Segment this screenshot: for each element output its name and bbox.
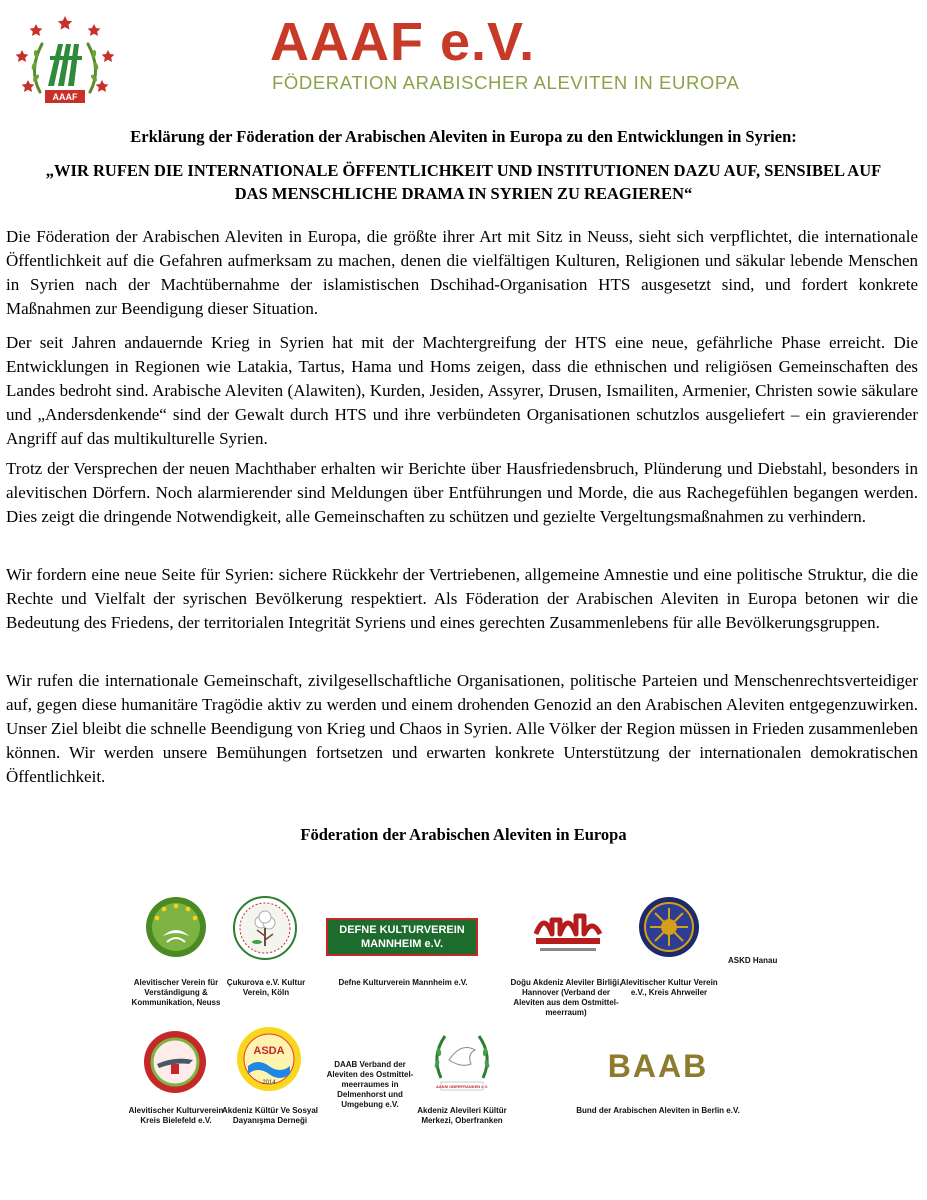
member-caption: ASKD Hanau	[728, 956, 778, 965]
baab-logo-text: BAAB	[607, 1048, 709, 1084]
banner-text: DEFNE KULTURVEREIN	[339, 924, 465, 936]
member-caption: Bund der Arabischen Aleviten in Berlin e.V.	[576, 1106, 740, 1115]
signature: Föderation der Arabischen Aleviten in Europa	[300, 825, 627, 844]
member-caption: Alevitischer Verein für Verständigung & Kommunikation, Neuss	[131, 978, 221, 1007]
brand-subtitle: FÖDERATION ARABISCHER ALEVITEN IN EUROPA	[272, 72, 740, 93]
red-sword-circle-logo	[143, 1030, 207, 1094]
sun-circle-logo	[638, 896, 700, 958]
member-caption: Alevitischer Kultur Verein e.V., Kreis Ahrweiler	[620, 978, 718, 997]
svg-text:AAAF: AAAF	[52, 92, 78, 102]
banner-text: MANNHEIM e.V.	[360, 938, 444, 950]
member-caption: Alevitischer Kulturverein Kreis Bielefeld e.V.	[128, 1106, 224, 1125]
paragraph: Wir fordern eine neue Seite für Syrien: sichere Rückkehr der Vertriebenen, allgemeine Amnestie und eine politische Struktur, die die Rechte und Vielfalt der syrischen Bevölkerung respektiert. Als Föderation der Arabischen Aleviten in Europa betonen wir die Bedeutung des Friedens, der territorialen Integrität Syriens und eines gerechten Zusammenlebens für alle Bevölkerungsgruppen.	[6, 565, 918, 632]
baab-logo	[598, 1048, 718, 1084]
svg-text:ASDA: ASDA	[253, 1045, 285, 1057]
member-caption: Akdeniz Kültür Ve Sosyal Dayanışma Derneği	[221, 1106, 319, 1125]
paragraph: Der seit Jahren andauernde Krieg in Syrien hat mit der Machtergreifung der HTS eine neue, gefährliche Phase erreicht. Die Entwicklungen in Regionen wie Latakia, Tartus, Hama und Homs zeigen, dass die ethnischen und religiösen Gemeinschaften des Landes bedroht sind. Arabische Aleviten (Alawiten), Kurden, Jesiden, Assyrer, Drusen, Ismailiten, Armenier, Christen sowie säkulare und „Andersdenkende“ sind der Gewalt durch HTS und ihre verbündeten Organisationen schutzlos ausgeliefert – ein gravierender Angriff auf das multikulturelle Syrien.	[6, 333, 918, 448]
document-heading: Erklärung der Föderation der Arabischen Aleviten in Europa zu den Entwicklungen in Syrien:	[130, 127, 797, 146]
member-caption: Defne Kulturverein Mannheim e.V.	[338, 978, 468, 987]
aaaf-seal-logo	[14, 14, 116, 110]
paragraph: Die Föderation der Arabischen Aleviten in Europa, die größte ihrer Art mit Sitz in Neuss, sieht sich verpflichtet, die internationale Öffentlichkeit auf die Gefahren aufmerksam zu machen, denen die vielfältigen Kulturen, Religionen und säkular lebende Menschen in Syrien nach der Machtübernahme der islamistischen Dschihad-Organisation HTS ausgesetzt sind, und fordert konkrete Maßnahmen zur Beendigung dieser Situation.	[6, 227, 918, 318]
brand-title: AAAF e.V.	[270, 12, 536, 72]
asda-circle-logo	[236, 1026, 302, 1092]
member-caption: Doğu Akdeniz Aleviler Birliği, Hannover (Verband der Aleviten aus dem Ostmittel-meerraum)	[510, 978, 622, 1017]
dove-wreath-logo	[427, 1024, 497, 1094]
paragraph: Trotz der Versprechen der neuen Machthaber erhalten wir Berichte über Hausfriedensbruch, Plünderung und Diebstahl, besonders in alevitischen Dörfern. Noch alarmierender sind Meldungen über Entführungen und Morde, die aus Rachegefühlen begangen werden. Dies zeigt die dringende Notwendigkeit, alle Gemeinschaften zu schützen und gezielte Vergeltungsmaßnahmen zu verhindern.	[6, 459, 918, 526]
member-caption: Akdeniz Alevileri Kültür Merkezi, Oberfranken	[417, 1106, 507, 1125]
defne-banner-logo	[326, 918, 478, 956]
red-calligraphy-logo	[530, 898, 606, 958]
cotton-plant-logo	[233, 896, 297, 960]
document-slogan: „WIR RUFEN DIE INTERNATIONALE ÖFFENTLICHKEIT UND INSTITUTIONEN DAZU AUF, SENSIBEL AUF DAS MENSCHLICHE DRAMA IN SYRIEN ZU REAGIEREN“	[45, 161, 882, 203]
green-star-circle-logo	[145, 896, 207, 958]
paragraph: Wir rufen die internationale Gemeinschaft, zivilgesellschaftliche Organisationen, politische Parteien und Menschenrechtsverteidiger auf, gegen diese humanitäre Tragödie aktiv zu werden und einem drohenden Genozid an den Arabischen Aleviten entgegenzuwirken. Unser Ziel bleibt die schnelle Beendigung von Krieg und Chaos in Syrien. Alle Völker der Region müssen in Frieden zusammenleben können. Wir werden unsere Bemühungen fortsetzen und erwarten konkrete Unterstützung der internationalen demokratischen Öffentlichkeit.	[6, 671, 918, 786]
member-caption: Çukurova e.V. Kultur Verein, Köln	[226, 978, 306, 997]
svg-text:2014: 2014	[262, 1080, 276, 1086]
svg-text:AAKM OBERFRANKEN e.V.: AAKM OBERFRANKEN e.V.	[435, 1084, 489, 1089]
member-caption: DAAB Verband der Aleviten des Ostmittel-meerraumes in Delmenhorst und Umgebung e.V.	[326, 1060, 414, 1109]
